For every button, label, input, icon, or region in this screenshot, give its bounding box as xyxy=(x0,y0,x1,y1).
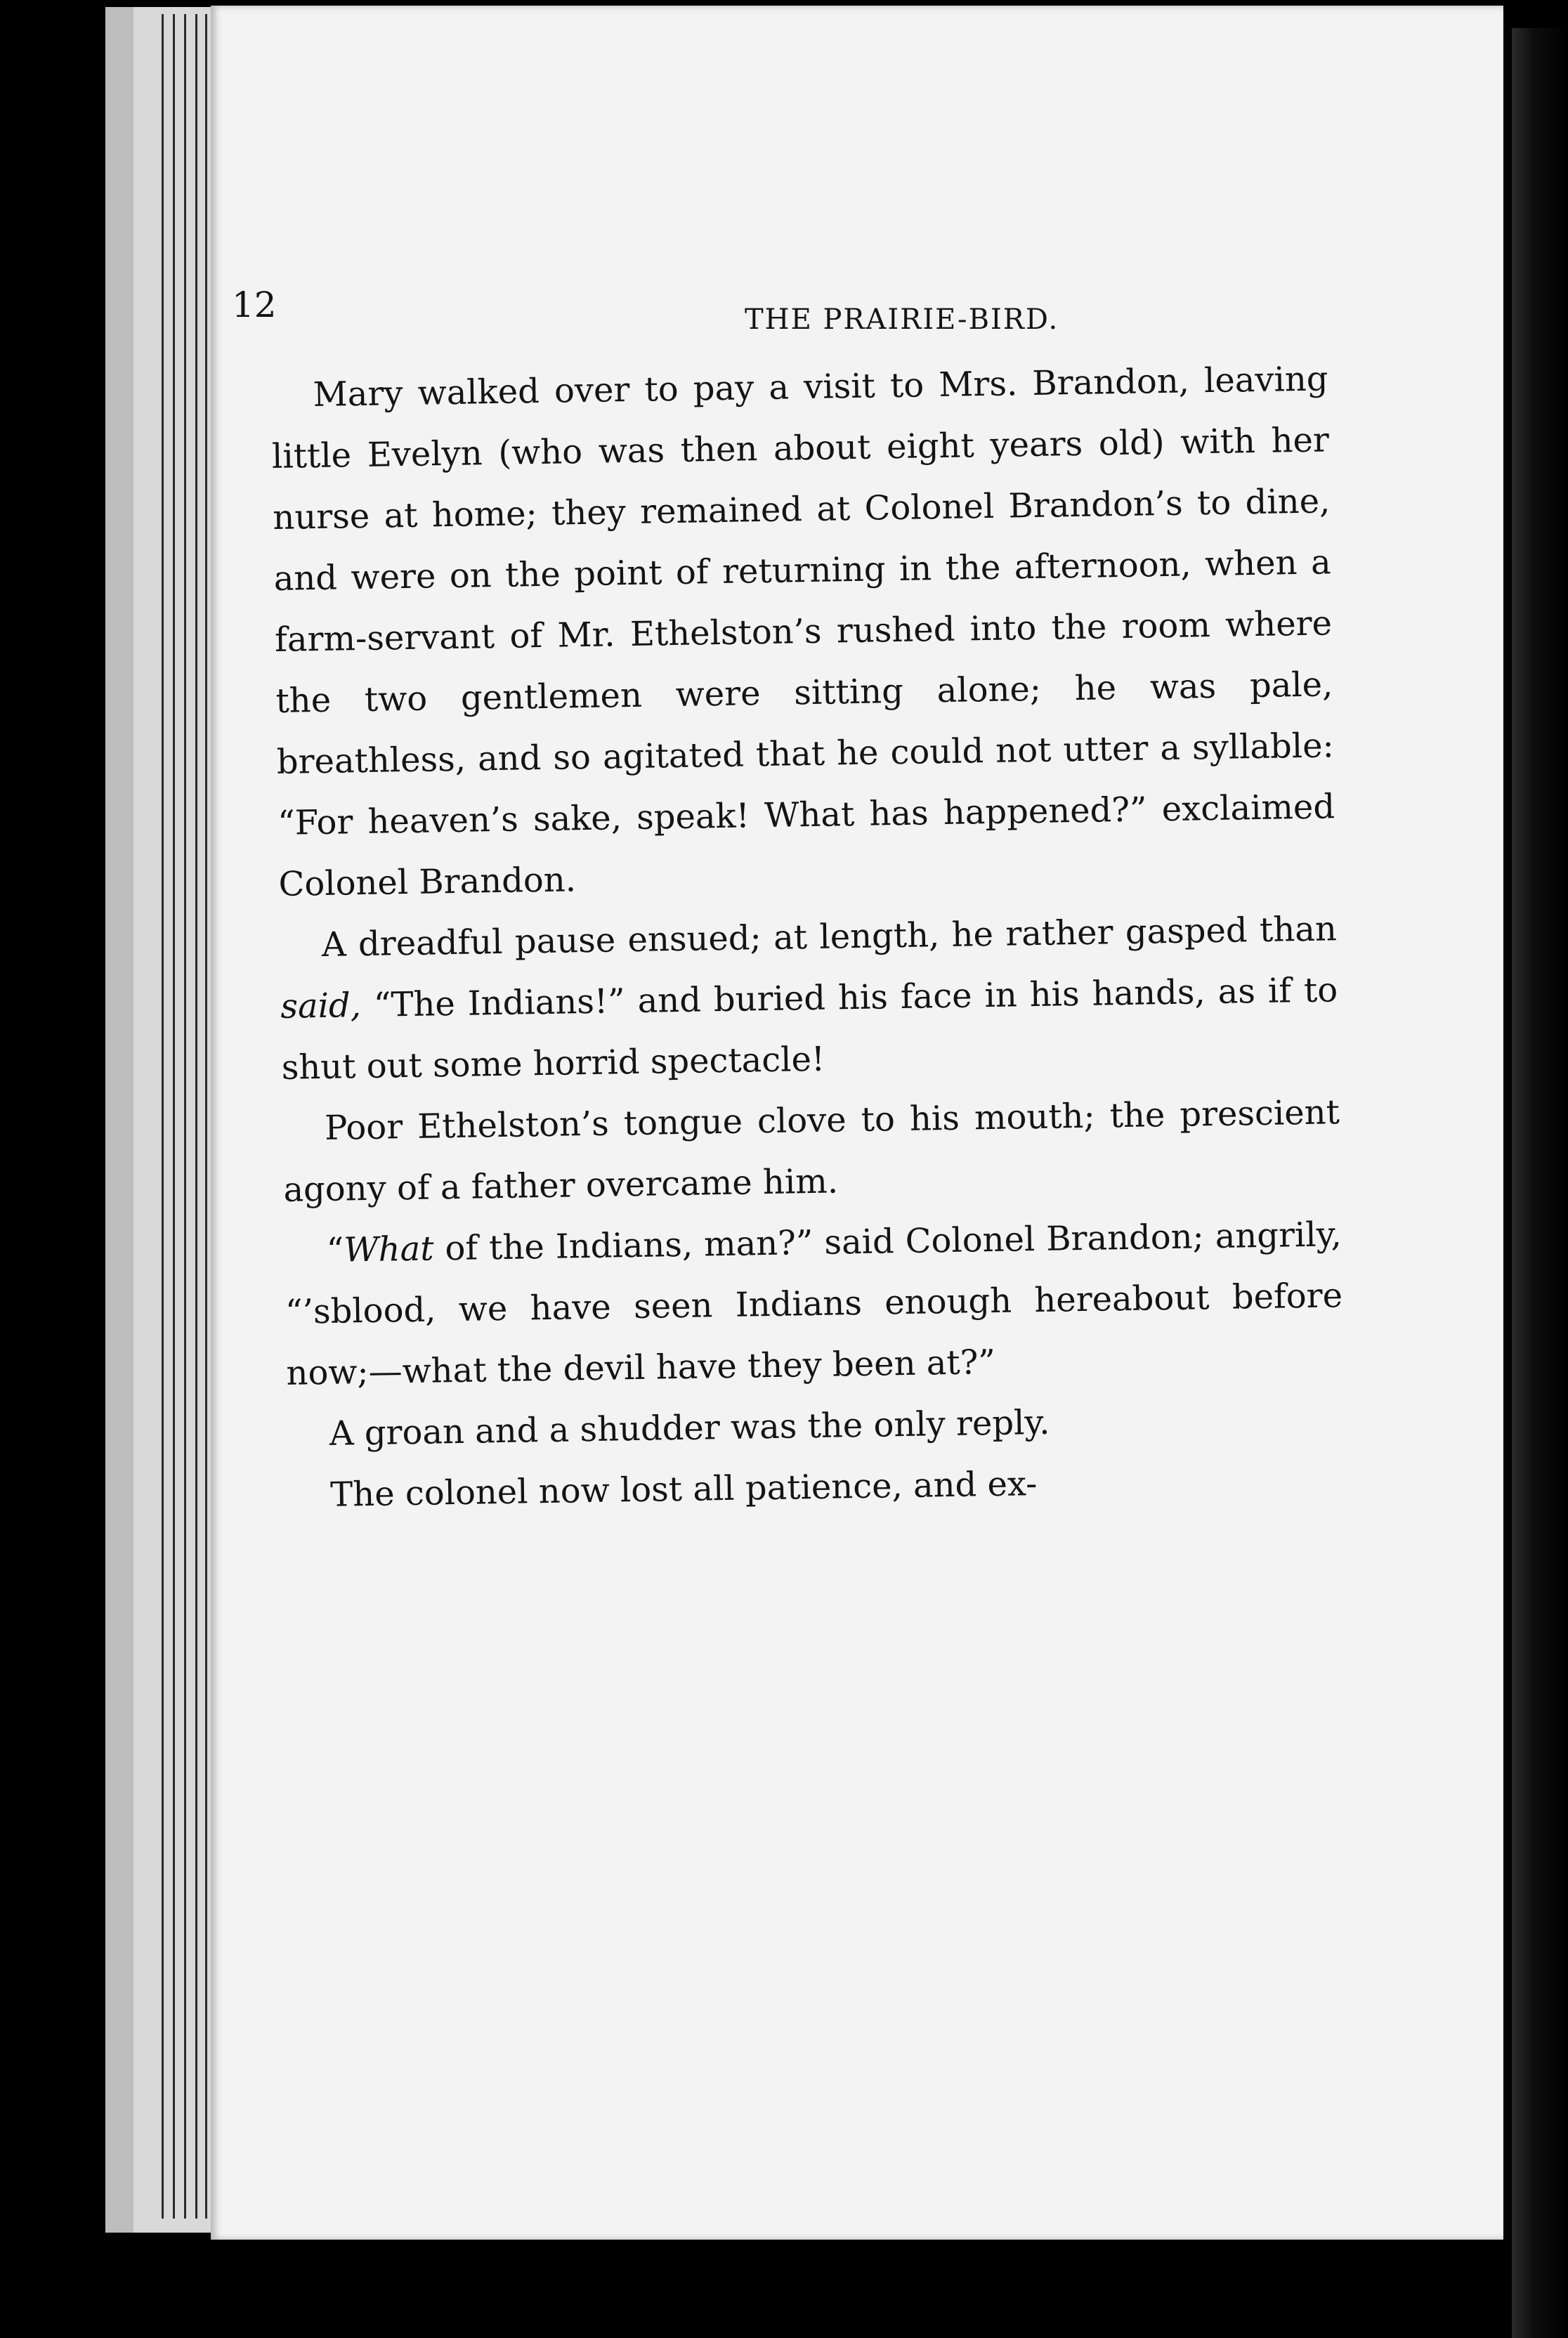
paragraph xyxy=(279,899,1339,1099)
running-title: THE PRAIRIE-BIRD. xyxy=(745,303,1059,336)
paragraph: Mary walked over to pay a visit to Mrs. Brandon, leaving little Evelyn (who was then about eight years old) with her nurse at home; they remained at Colonel Brandon’s to dine, and were on the point of returning in the afternoon, when a farm-servant of Mr. Ethelston’s rushed into the room where the two gentlemen were sitting alone; he was pale, breathless, and so agitated that he could not utter a syllable: “For heaven’s sake, speak! What has happened?” exclaimed Colonel Brandon. xyxy=(271,359,1335,904)
emphasis-text: What xyxy=(343,1229,434,1270)
paragraph-text: “ xyxy=(326,1230,344,1270)
page-edge-line xyxy=(184,14,186,2219)
page-edge-line xyxy=(205,14,207,2219)
right-gutter-shadow xyxy=(1512,28,1568,2338)
emphasis-text: said, xyxy=(280,986,362,1026)
body-text xyxy=(270,348,1346,1526)
page-edge-line xyxy=(173,14,175,2219)
paragraph-text: “The Indians!” and buried his face in his hands, as if to shut out some horrid spectacle! xyxy=(281,970,1338,1088)
paragraph: A groan and a shudder was the only reply. xyxy=(329,1402,1050,1454)
page-number: 12 xyxy=(232,285,277,325)
paragraph xyxy=(284,1204,1344,1404)
paragraph-text: A dreadful pause ensued; at length, he rather gasped than xyxy=(321,909,1338,965)
paragraph: The colonel now lost all patience, and ex- xyxy=(329,1464,1038,1515)
paragraph: Poor Ethelston’s tongue clove to his mouth; the prescient agony of a father overcame him. xyxy=(283,1092,1340,1210)
page-edge-outer xyxy=(105,7,133,2233)
page-edge-line xyxy=(195,14,197,2219)
page-edge-stack xyxy=(133,7,211,2233)
paragraph-text: of the Indians, man?” said Colonel Brandon; angrily, “’sblood, we have seen Indians enough hereabout before now;—what the devil have they been at?” xyxy=(285,1215,1343,1393)
page-edge-line xyxy=(162,14,164,2219)
